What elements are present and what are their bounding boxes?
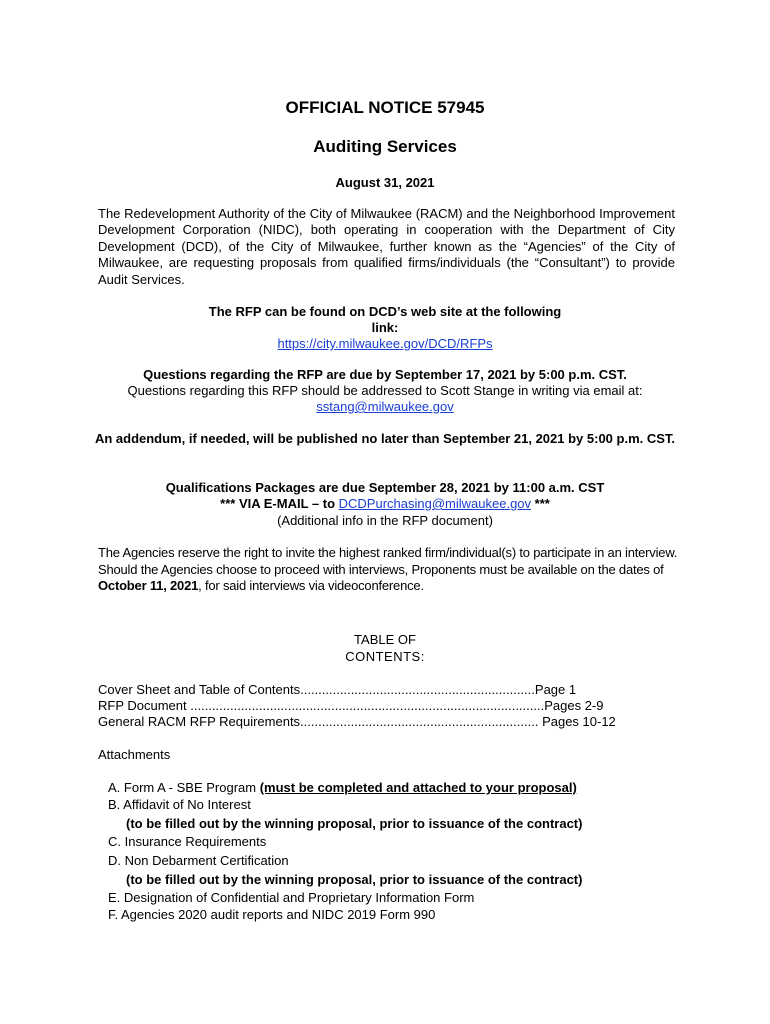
toc-heading-line1: TABLE OF (354, 632, 416, 647)
qualifications-via (0, 496, 770, 512)
attachment-a (108, 780, 577, 796)
attachment-c: C. Insurance Requirements (108, 834, 267, 849)
attachment-d: D. Non Debarment Certification (108, 853, 289, 868)
toc-entry (98, 698, 643, 714)
interview-text-after: , for said interviews via videoconference. (198, 578, 424, 593)
toc-entry-page: Pages 2-9 (544, 698, 604, 713)
attachment-d-note: (to be filled out by the winning proposal, prior to issuance of the contract) (126, 872, 583, 887)
toc-entry-page: Pages 10-12 (538, 714, 616, 729)
questions-due: Questions regarding the RFP are due by September 17, 2021 by 5:00 p.m. CST. (143, 367, 627, 382)
rfp-url-link[interactable]: https://city.milwaukee.gov/DCD/RFPs (277, 336, 493, 351)
attachment-f: F. Agencies 2020 audit reports and NIDC 2019 Form 990 (108, 907, 436, 922)
questions-email-link[interactable]: sstang@milwaukee.gov (316, 399, 454, 414)
toc-entry-label: Cover Sheet and Table of Contents (98, 682, 301, 697)
toc-heading-line2: CONTENTS: (345, 649, 425, 664)
toc-entry-dots: ................................................................. (300, 682, 535, 697)
toc-entry-dots: .................................................................................................. (190, 698, 545, 713)
qualifications-additional: (Additional info in the RFP document) (277, 513, 493, 528)
interview-paragraph (98, 545, 678, 595)
notice-date: August 31, 2021 (335, 175, 435, 190)
qualifications-due: Qualifications Packages are due September 28, 2021 by 11:00 a.m. CST (165, 480, 605, 495)
notice-title: OFFICIAL NOTICE 57945 (285, 98, 485, 117)
via-suffix: *** (531, 496, 550, 511)
questions-address: Questions regarding this RFP should be addressed to Scott Stange in writing via email at: (127, 383, 643, 398)
attachment-a-label: A. Form A - SBE Program (108, 780, 260, 795)
interview-text-before: The Agencies reserve the right to invite the highest ranked firm/individual(s) to participate in an interview. Should the Agencies choose to proceed with interviews, Proponents must be available on the dates of (98, 545, 678, 577)
addendum-notice: An addendum, if needed, will be published no later than September 21, 2021 by 5:00 p.m. CST. (94, 431, 676, 446)
attachment-b-note: (to be filled out by the winning proposal, prior to issuance of the contract) (126, 816, 583, 831)
toc-entry-label: General RACM RFP Requirements (98, 714, 301, 729)
via-prefix: *** VIA E-MAIL – to (220, 496, 339, 511)
attachments-heading: Attachments (98, 747, 171, 762)
intro-paragraph: The Redevelopment Authority of the City of Milwaukee (RACM) and the Neighborhood Improvement Development Corporation (NIDC), both operating in cooperation with the Department of City Development (DCD), of the City of Milwaukee, further known as the “Agencies” of the City of Milwaukee, are requesting proposals from qualified firms/individuals (the “Consultant”) to provide Audit Services. (98, 206, 675, 287)
toc-entry (98, 682, 643, 698)
toc-entry (98, 714, 643, 730)
toc-entry-dots: .................................................................. (300, 714, 539, 729)
attachment-b: B. Affidavit of No Interest (108, 797, 251, 812)
interview-date: October 11, 2021 (98, 578, 199, 593)
toc-entry-label: RFP Document (98, 698, 191, 713)
subtitle: Auditing Services (313, 137, 457, 156)
rfp-location-line2: link: (371, 320, 399, 335)
rfp-location-line1: The RFP can be found on DCD’s web site at the following (208, 304, 562, 319)
toc-entry-page: Page 1 (534, 682, 577, 697)
attachment-a-note: (must be completed and attached to your proposal) (259, 780, 577, 795)
attachment-e: E. Designation of Confidential and Proprietary Information Form (108, 890, 475, 905)
purchasing-email-link[interactable]: DCDPurchasing@milwaukee.gov (338, 496, 532, 511)
